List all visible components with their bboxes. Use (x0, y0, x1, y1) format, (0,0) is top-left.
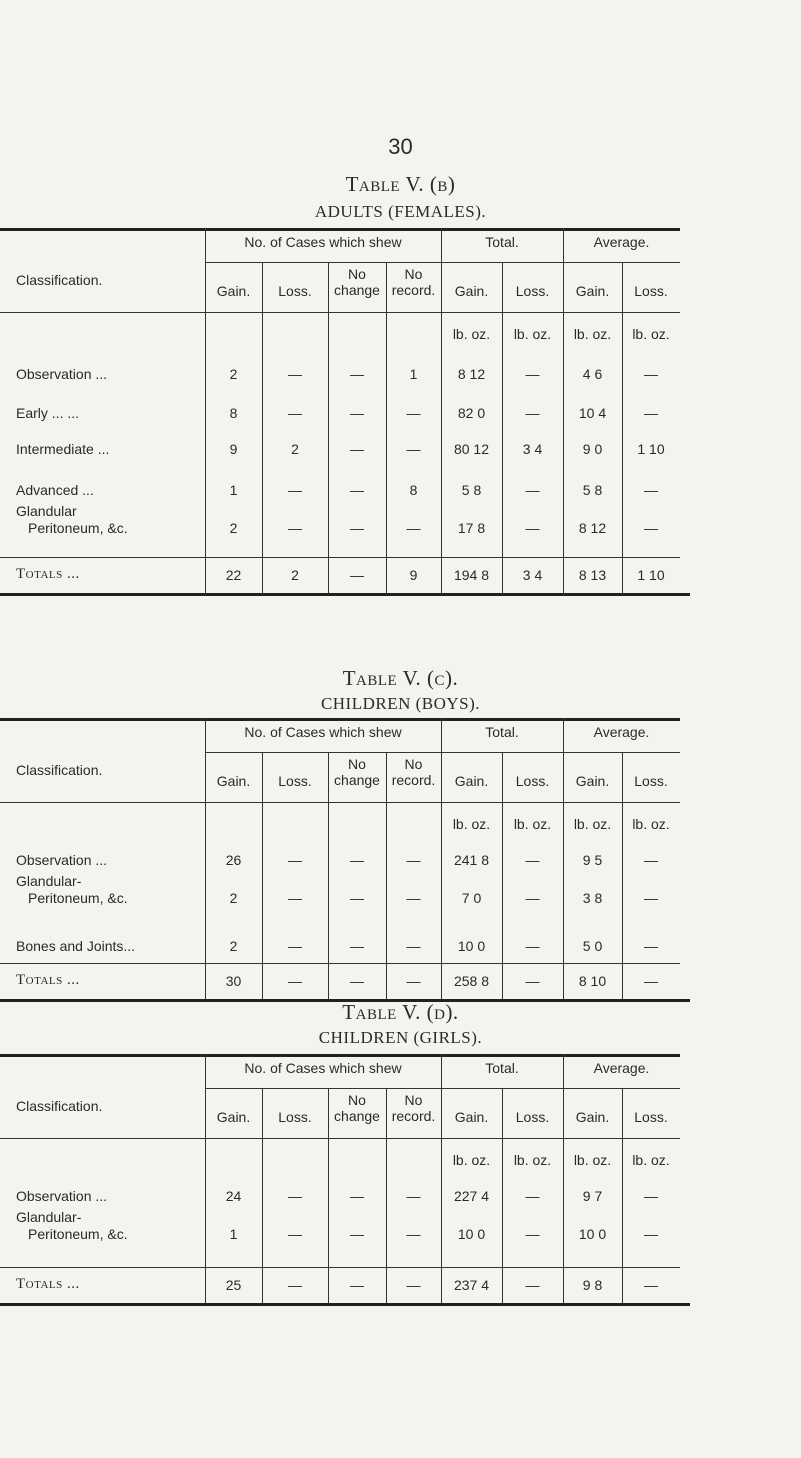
cell-no_change: — (350, 852, 364, 868)
cell-gain: 2 (229, 890, 238, 906)
cell-gain: 8 (229, 405, 238, 421)
cell-avg_loss: — (644, 482, 658, 498)
totals-rule (0, 963, 680, 964)
cell-loss: — (288, 520, 302, 536)
cases-group-header: No. of Cases which shew (244, 234, 402, 250)
total-group-header: Total. (485, 234, 519, 250)
totals-avg_loss: — (644, 1277, 658, 1293)
totals-label: Totals ... (16, 566, 80, 582)
cell-avg_loss: — (644, 520, 658, 536)
cell-total_gain: 7 0 (461, 890, 482, 906)
cell-total_gain: 5 8 (461, 482, 482, 498)
column-rule (441, 718, 442, 999)
subheader-rule (205, 752, 680, 753)
cell-no_change: — (350, 1188, 364, 1204)
totals-avg_loss: — (644, 973, 658, 989)
cell-no_record: — (406, 441, 421, 457)
average-group-header: Average. (593, 724, 650, 740)
header-rule (0, 1138, 680, 1139)
column-rule (328, 1088, 329, 1303)
column-header-loss: Loss. (634, 1109, 668, 1125)
cell-no_change: — (350, 1226, 364, 1242)
row-label: Early ... ... (16, 405, 80, 421)
totals-rule (0, 557, 680, 558)
cell-loss: — (288, 482, 302, 498)
cases-group-header: No. of Cases which shew (244, 724, 402, 740)
column-rule (502, 1088, 503, 1303)
totals-loss: — (288, 973, 302, 989)
cell-loss: — (288, 405, 302, 421)
cell-no_record: — (406, 520, 421, 536)
column-rule (328, 262, 329, 593)
unit-label: lb. oz. (513, 816, 552, 832)
totals-total_gain: 258 8 (453, 973, 490, 989)
column-rule (262, 262, 263, 593)
cell-loss: — (288, 890, 302, 906)
totals-avg_gain: 8 13 (578, 567, 607, 583)
cell-loss: — (288, 852, 302, 868)
column-header-loss: Loss. (278, 283, 312, 299)
table-title: Table V. (c). (342, 666, 459, 690)
row-label: Observation ... (16, 366, 108, 382)
row-label: Glandular (16, 503, 77, 519)
cell-loss: — (288, 1188, 302, 1204)
totals-total_loss: 3 4 (522, 567, 543, 583)
column-header-no_change: No change (334, 266, 380, 298)
cell-gain: 24 (225, 1188, 242, 1204)
column-header-loss: Loss. (278, 773, 312, 789)
totals-avg_loss: 1 10 (637, 567, 665, 583)
cell-avg_gain: 9 7 (582, 1188, 603, 1204)
totals-no_record: — (406, 1277, 421, 1293)
bottom-rule (0, 1303, 690, 1306)
column-rule (622, 1088, 623, 1303)
column-rule (563, 1054, 564, 1303)
cell-no_record: — (406, 852, 421, 868)
cell-total_loss: — (525, 890, 540, 906)
totals-no_record: — (406, 973, 421, 989)
totals-label: Totals ... (16, 972, 80, 988)
column-header-gain: Gain. (454, 773, 489, 789)
subheader-rule (205, 262, 680, 263)
cell-total_loss: — (525, 1188, 540, 1204)
column-rule (441, 1054, 442, 1303)
column-rule (502, 262, 503, 593)
column-header-gain: Gain. (216, 773, 251, 789)
cell-no_change: — (350, 938, 364, 954)
average-group-header: Average. (593, 1060, 650, 1076)
totals-avg_gain: 9 8 (582, 1277, 603, 1293)
cell-gain: 1 (229, 1226, 238, 1242)
cell-avg_loss: — (644, 366, 658, 382)
totals-avg_gain: 8 10 (578, 973, 607, 989)
column-rule (386, 1088, 387, 1303)
cell-total_gain: 241 8 (453, 852, 490, 868)
column-header-loss: Loss. (515, 283, 550, 299)
table-subtitle: CHILDREN (BOYS). (320, 694, 481, 713)
totals-gain: 25 (225, 1277, 242, 1293)
cell-total_gain: 227 4 (453, 1188, 490, 1204)
table-subtitle: CHILDREN (GIRLS). (318, 1028, 483, 1047)
cell-total_gain: 82 0 (457, 405, 486, 421)
column-header-gain: Gain. (454, 1109, 489, 1125)
classification-header: Classification. (16, 1098, 103, 1114)
column-rule (386, 262, 387, 593)
unit-label: lb. oz. (513, 1152, 552, 1168)
cases-group-header: No. of Cases which shew (244, 1060, 402, 1076)
row-label: Observation ... (16, 852, 108, 868)
column-rule (622, 752, 623, 999)
column-rule (386, 752, 387, 999)
column-rule (563, 228, 564, 593)
unit-label: lb. oz. (573, 326, 612, 342)
column-rule (563, 718, 564, 999)
page-number: 30 (388, 134, 413, 159)
cell-no_record: — (406, 938, 421, 954)
column-header-gain: Gain. (575, 283, 610, 299)
cell-no_change: — (350, 520, 364, 536)
cell-total_loss: — (525, 938, 540, 954)
totals-rule (0, 1267, 680, 1268)
cell-no_change: — (350, 441, 364, 457)
header-rule (0, 802, 680, 803)
cell-gain: 26 (225, 852, 242, 868)
classification-header: Classification. (16, 762, 103, 778)
row-label-continued: Peritoneum, &c. (28, 1226, 128, 1242)
column-header-loss: Loss. (278, 1109, 312, 1125)
column-header-no_record: No record. (391, 756, 436, 788)
row-label: Glandular- (16, 1209, 82, 1225)
cell-loss: — (288, 366, 302, 382)
unit-label: lb. oz. (573, 1152, 612, 1168)
column-header-no_record: No record. (391, 1092, 436, 1124)
column-header-no_change: No change (334, 1092, 380, 1124)
column-header-gain: Gain. (454, 283, 489, 299)
cell-avg_loss: — (644, 1188, 658, 1204)
column-rule (205, 228, 206, 593)
cell-total_loss: — (525, 852, 540, 868)
column-header-loss: Loss. (634, 773, 668, 789)
column-rule (328, 752, 329, 999)
column-header-gain: Gain. (575, 773, 610, 789)
average-group-header: Average. (593, 234, 650, 250)
totals-total_gain: 237 4 (453, 1277, 490, 1293)
column-rule (262, 752, 263, 999)
column-header-no_record: No record. (391, 266, 436, 298)
unit-label: lb. oz. (632, 326, 670, 342)
top-rule (0, 1054, 680, 1057)
unit-label: lb. oz. (632, 816, 670, 832)
unit-label: lb. oz. (452, 816, 491, 832)
cell-avg_gain: 5 0 (582, 938, 603, 954)
cell-gain: 9 (229, 441, 238, 457)
cell-no_record: — (406, 890, 421, 906)
cell-gain: 2 (229, 520, 238, 536)
row-label: Observation ... (16, 1188, 108, 1204)
classification-header: Classification. (16, 272, 103, 288)
cell-avg_gain: 4 6 (582, 366, 603, 382)
unit-label: lb. oz. (452, 1152, 491, 1168)
row-label: Bones and Joints... (16, 938, 136, 954)
column-rule (441, 228, 442, 593)
row-label-continued: Peritoneum, &c. (28, 890, 128, 906)
cell-total_loss: — (525, 520, 540, 536)
cell-avg_gain: 9 0 (582, 441, 603, 457)
cell-no_change: — (350, 482, 364, 498)
totals-no_change: — (350, 567, 364, 583)
column-rule (205, 1054, 206, 1303)
totals-total_loss: — (525, 973, 540, 989)
row-label-continued: Peritoneum, &c. (28, 520, 128, 536)
column-rule (502, 752, 503, 999)
column-header-gain: Gain. (575, 1109, 610, 1125)
cell-total_loss: 3 4 (522, 441, 543, 457)
cell-loss: — (288, 938, 302, 954)
cell-avg_loss: 1 10 (637, 441, 665, 457)
unit-label: lb. oz. (632, 1152, 670, 1168)
cell-total_gain: 80 12 (453, 441, 490, 457)
cell-no_record: — (406, 1188, 421, 1204)
row-label: Glandular- (16, 873, 82, 889)
row-label: Advanced ... (16, 482, 94, 498)
cell-avg_gain: 9 5 (582, 852, 603, 868)
column-rule (262, 1088, 263, 1303)
cell-no_record: — (406, 1226, 421, 1242)
totals-no_change: — (350, 1277, 364, 1293)
cell-total_loss: — (525, 1226, 540, 1242)
total-group-header: Total. (485, 1060, 519, 1076)
cell-no_record: 1 (409, 366, 418, 382)
cell-gain: 2 (229, 366, 238, 382)
cell-loss: 2 (291, 441, 299, 457)
cell-avg_gain: 5 8 (582, 482, 603, 498)
unit-label: lb. oz. (513, 326, 552, 342)
cell-loss: — (288, 1226, 302, 1242)
cell-avg_loss: — (644, 890, 658, 906)
cell-avg_loss: — (644, 938, 658, 954)
totals-gain: 30 (225, 973, 242, 989)
cell-total_gain: 10 0 (457, 1226, 486, 1242)
row-label: Intermediate ... (16, 441, 110, 457)
cell-total_loss: — (525, 366, 540, 382)
cell-no_change: — (350, 890, 364, 906)
cell-no_record: — (406, 405, 421, 421)
totals-loss: 2 (291, 567, 299, 583)
column-header-gain: Gain. (216, 1109, 251, 1125)
column-rule (205, 718, 206, 999)
totals-total_loss: — (525, 1277, 540, 1293)
unit-label: lb. oz. (573, 816, 612, 832)
table-subtitle: ADULTS (FEMALES). (314, 202, 487, 221)
totals-no_record: 9 (409, 567, 418, 583)
column-header-loss: Loss. (515, 773, 550, 789)
bottom-rule (0, 593, 690, 596)
cell-avg_loss: — (644, 852, 658, 868)
column-header-no_change: No change (334, 756, 380, 788)
column-rule (622, 262, 623, 593)
cell-avg_gain: 3 8 (582, 890, 603, 906)
totals-total_gain: 194 8 (453, 567, 490, 583)
cell-total_gain: 17 8 (457, 520, 486, 536)
subheader-rule (205, 1088, 680, 1089)
unit-label: lb. oz. (452, 326, 491, 342)
cell-avg_gain: 10 0 (578, 1226, 607, 1242)
cell-total_gain: 8 12 (457, 366, 486, 382)
cell-total_gain: 10 0 (457, 938, 486, 954)
total-group-header: Total. (485, 724, 519, 740)
cell-avg_loss: — (644, 1226, 658, 1242)
totals-gain: 22 (225, 567, 242, 583)
top-rule (0, 718, 680, 721)
totals-loss: — (288, 1277, 302, 1293)
cell-no_change: — (350, 366, 364, 382)
cell-gain: 2 (229, 938, 238, 954)
cell-avg_gain: 8 12 (578, 520, 607, 536)
totals-no_change: — (350, 973, 364, 989)
header-rule (0, 312, 680, 313)
top-rule (0, 228, 680, 231)
cell-avg_loss: — (644, 405, 658, 421)
table-title: Table V. (d). (342, 1000, 459, 1024)
cell-no_record: 8 (409, 482, 418, 498)
totals-label: Totals ... (16, 1276, 80, 1292)
cell-total_loss: — (525, 405, 540, 421)
column-header-loss: Loss. (515, 1109, 550, 1125)
column-header-loss: Loss. (634, 283, 668, 299)
column-header-gain: Gain. (216, 283, 251, 299)
cell-avg_gain: 10 4 (578, 405, 607, 421)
table-title: Table V. (b) (345, 172, 456, 196)
cell-gain: 1 (229, 482, 238, 498)
cell-total_loss: — (525, 482, 540, 498)
cell-no_change: — (350, 405, 364, 421)
